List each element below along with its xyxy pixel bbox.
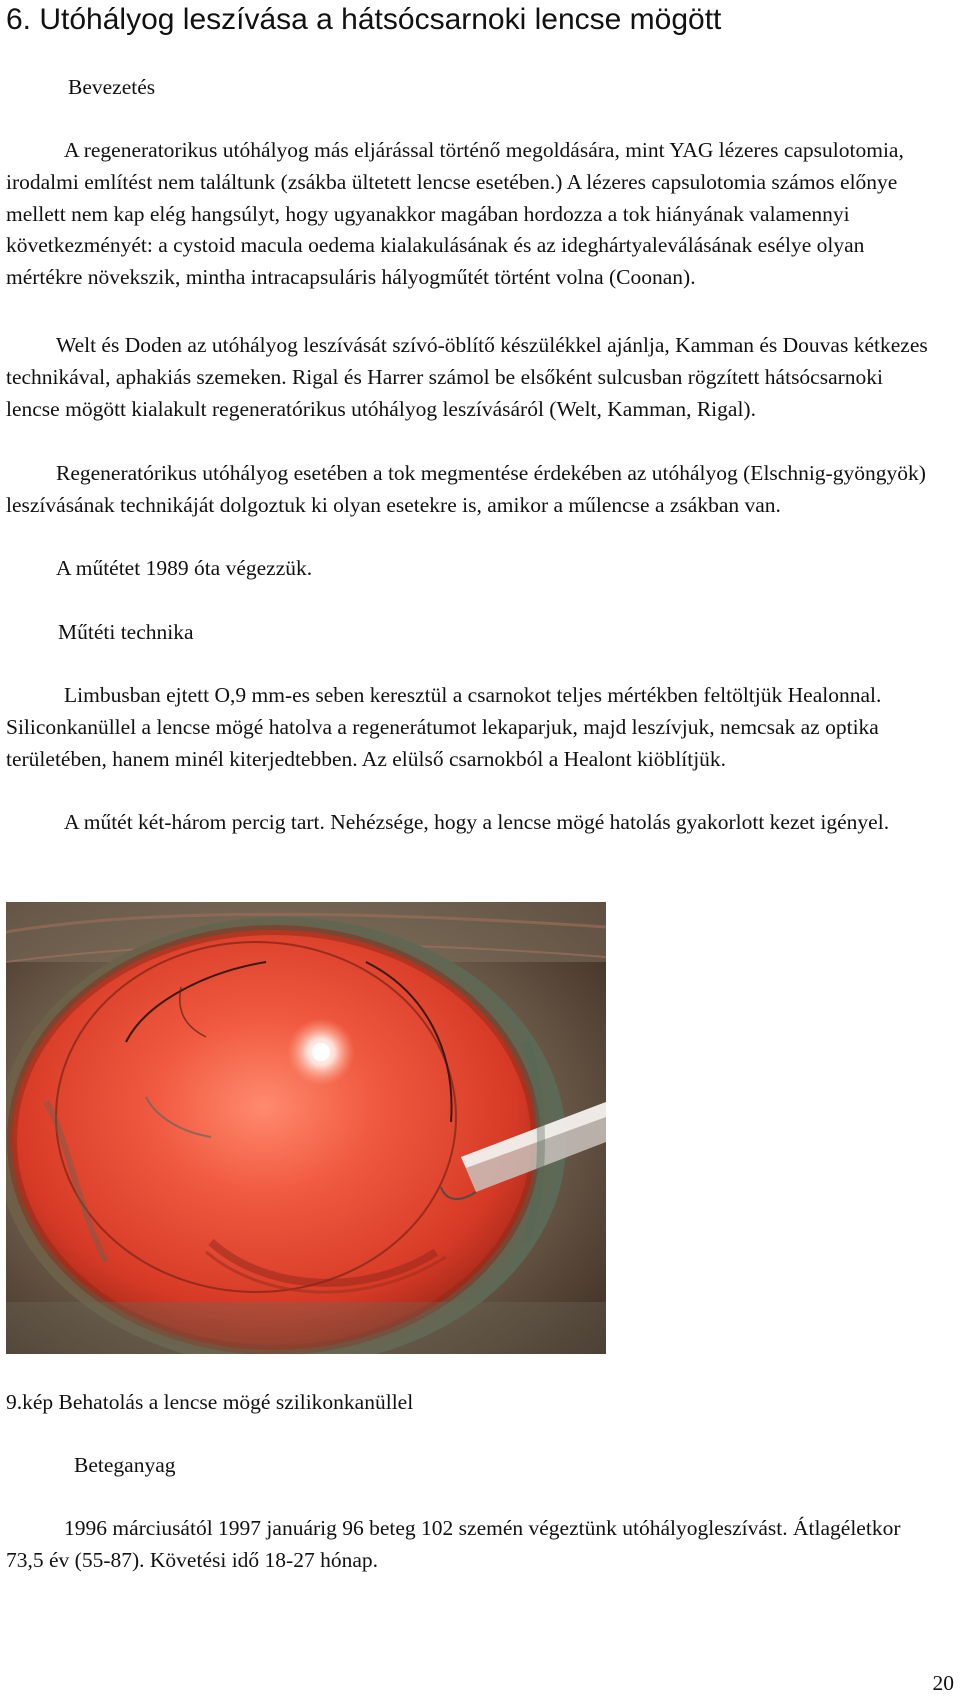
intro-paragraph-3: Regeneratórikus utóhályog esetében a tok megmentése érdekében az utóhályog (Elschnig-gyöngyök) leszívásának technikáját dolgoztuk ki olyan esetekre is, amikor a műlencse a zsákban van.: [6, 461, 926, 517]
material-paragraph-1: 1996 márciusától 1997 januárig 96 beteg 102 szemén végeztünk utóhályogleszívást. Átlagéletkor 73,5 év (55-87). Követési idő 18-27 hónap.: [6, 1516, 901, 1572]
intro-paragraph-2: Welt és Doden az utóhályog leszívását szívó-öblítő készülékkel ajánlja, Kamman és Douvas kétkezes technikával, aphakiás szemeken. Rigal és Harrer számol be elsőként sulcusban rögzített hátsócsarnoki lencse mögött kialakult regeneratórikus utóhályog leszívásáról (Welt, Kamman, Rigal).: [6, 333, 928, 421]
surgery-photo: [6, 902, 606, 1354]
technique-paragraph-1: Limbusban ejtett O,9 mm-es seben keresztül a csarnokot teljes mértékben feltöltjük Healonnal. Siliconkanüllel a lencse mögé hatolva a regenerátumot lekaparjuk, majd leszívjuk, nemcsak az optika területében, hanem minél kiterjedtebben. Az elülső csarnokból a Healont kiöblítjük.: [6, 683, 882, 771]
intro-paragraph-4: A műtétet 1989 óta végezzük.: [56, 556, 313, 580]
page-title: 6. Utóhályog leszívása a hátsócsarnoki lencse mögött: [6, 3, 722, 36]
intro-heading: Bevezetés: [68, 75, 156, 99]
technique-heading: Műtéti technika: [58, 620, 194, 644]
material-heading: Beteganyag: [74, 1453, 176, 1477]
figure-caption: 9.kép Behatolás a lencse mögé szilikonkanüllel: [6, 1390, 414, 1414]
surgery-photo-drawing: [6, 902, 606, 1354]
technique-paragraph-2: A műtét két-három percig tart. Nehézsége, hogy a lencse mögé hatolás gyakorlott kezet igényel.: [64, 810, 890, 834]
intro-paragraph-1: A regeneratorikus utóhályog más eljárással történő megoldására, mint YAG lézeres capsulotomia, irodalmi említést nem találtunk (zsákba ültetett lencse esetében.) A lézeres capsulotomia számos előnye mellett nem kap elég hangsúlyt, hogy ugyanakkor magában hordozza a tok hiányának valamennyi következményét: a cystoid macula oedema kialakulásának és az ideghártyaleválásának esélye olyan mértékre növekszik, mintha intracapsuláris hályogműtét történt volna (Coonan).: [6, 138, 904, 290]
page-number: 20: [932, 1671, 954, 1695]
